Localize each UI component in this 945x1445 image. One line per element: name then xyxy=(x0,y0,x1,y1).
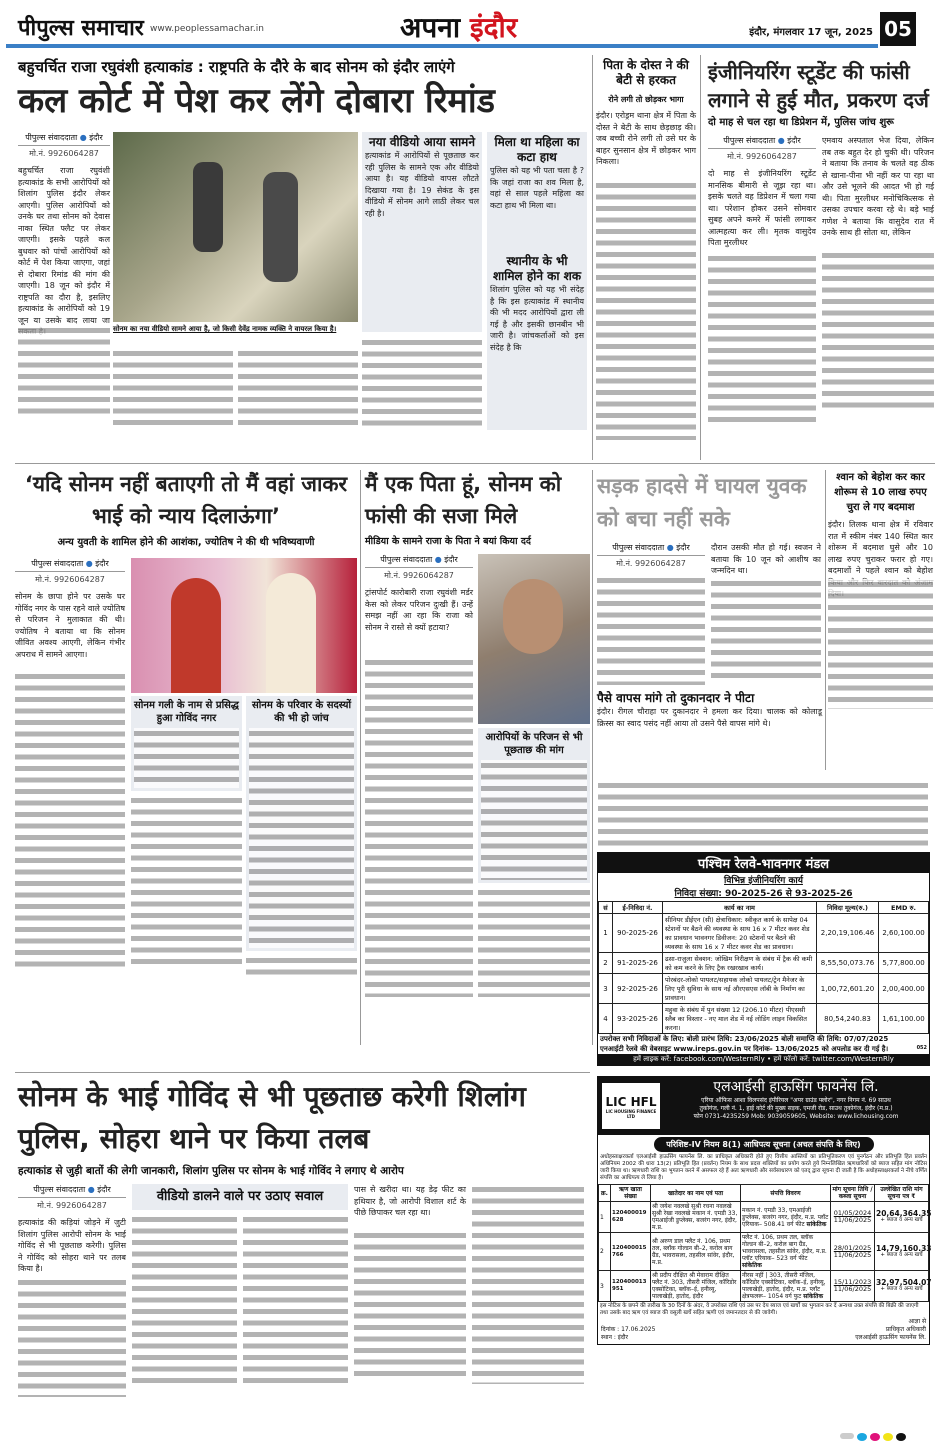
notice-row xyxy=(599,1271,929,1302)
story1-body-4 xyxy=(362,337,482,429)
notice-title: परिशिष्ट-IV नियम 8(1) आधिपत्य सूचना (अचल संपत्ति के लिए) xyxy=(654,1137,874,1152)
page-number: 05 xyxy=(880,12,916,46)
story4 xyxy=(15,468,357,975)
story7-lead: इंदौर। तिलक थाना क्षेत्र में रविवार रात में स्कीम नंबर 140 स्थित कार शोरूम में बदमाश घुसे और 10 लाख रुपए चुराकर फरार हो गए। बदमाशों ने पहले श्वान को बेहोश xyxy=(828,520,933,575)
box-text xyxy=(481,760,587,880)
story5-headline: मैं एक पिता हूं, सोनम को फांसी की सजा मिले xyxy=(365,472,562,528)
table-cell: 1 xyxy=(599,914,613,953)
row-divider xyxy=(15,463,935,464)
story6 xyxy=(597,470,822,730)
col-header: ई-निविदा नं. xyxy=(613,902,663,914)
byline: पीपुल्स संवाददाता ● इंदौर xyxy=(597,542,705,556)
story8-subhead: हत्याकांड से जुड़ी बातों की लेगी जानकारी, शिलांग पुलिस पर सोनम के भाई गोविंद ने लगाए थे आरोप xyxy=(18,1165,404,1177)
dates: 15/11/2023 11/06/2025 xyxy=(831,1271,875,1302)
table-cell: 1 xyxy=(599,1202,611,1233)
col-header: खातेदार का नाम एवं पता xyxy=(651,1185,741,1202)
column-divider xyxy=(700,55,701,460)
box-title: आरोपियों के परिजन से भी पूछताछ की मांग xyxy=(485,732,583,756)
story1-body-area xyxy=(18,132,588,432)
lic-possession-notice xyxy=(597,1076,930,1345)
notice-row xyxy=(599,1202,929,1233)
story4-box-2 xyxy=(246,696,357,951)
story6-sub-body xyxy=(598,780,928,846)
story4-subhead: अन्य युवती के शामिल होने की आशंका, ज्योतिष ने की थी भविष्यवाणी xyxy=(57,537,315,548)
box-text: पुलिस को यह भी पता चला है ? कि जहां राजा का शव मिला है, वहां से साल पहले महिला का कटा हाथ भी मिला था। xyxy=(490,166,584,210)
borrower: श्री प्रदीप दीक्षित श्री मेवाराम दीक्षित फ्लैट नं. 303, तीसरी मंजिल, कॉरिडोर एक्सोटिका, ब्लॉक–ई, हनीव्यू, पालाखेड़ी, हातोद, इंदौर xyxy=(651,1271,741,1302)
dates: 28/01/2025 11/06/2025 xyxy=(831,1233,875,1271)
story5-subhead: मीडिया के सामने राजा के पिता ने बयां किया दर्द xyxy=(365,536,531,547)
story3-body-2 xyxy=(822,250,934,410)
story7-body xyxy=(828,579,933,709)
story5-photo xyxy=(478,554,590,724)
story3-headline: इंजीनियरिंग स्टूडेंट की फांसी लगाने से हुई मौत, प्रकरण दर्ज xyxy=(708,60,929,112)
story1-lead: बहुचर्चित राजा रघुवंशी हत्याकांड के सभी आरोपियों को शिलांग पुलिस इंदौर लेकर आएगी। पुलिस आरोपियों को उनके घर तथा सोनम को देवास नाका स्थित फ्लैट पर लेकर जाएगी। इसके पहले कल बुधवार को पांचों आरोपियों को कोर्ट में पेश किया जाएगा, जहां से दोबारा रिमांड की मांग की जाएगी। 18 जून को इंदौर में राष्ट्रपति का दौरा है, इसलिए हत्याकांड के आरोपियों को 19 जून या उसके बाद लाया जा xyxy=(18,166,110,325)
table-cell: 2,60,100.00 xyxy=(879,914,929,953)
borrower: श्री जयेश नवलखे सुश्री रचना नवलखे सुश्री रेखा नवलखे मकान नं. एमडी 33, एमआईजी डुप्लेक्स, बजरंग नगर, इंदौर, म.प्र. xyxy=(651,1202,741,1233)
table-cell: ढसा-राजुला सेक्शन: जोखिम निरीक्षण के संबंध में ट्रैक की कमी को कम करने के लिए ट्रैक रखरखाव कार्य। xyxy=(663,953,817,974)
table-cell: 2,00,400.00 xyxy=(879,974,929,1004)
box-text: शिलांग पुलिस को यह भी संदेह है कि इस हत्याकांड में स्थानीय की भी मदद आरोपियों द्वारा ली गई है और इसकी छानबीन भी जारी है। जांचकर्ताओं को इस संदेह है कि xyxy=(490,285,584,352)
story1-kicker: बहुचर्चित राजा रघुवंशी हत्याकांड : राष्ट्रपति के दौरे के बाद सोनम को इंदौर लाएंगे xyxy=(18,58,455,76)
table-cell: 3 xyxy=(599,974,613,1004)
table-cell: 2,20,19,106.46 xyxy=(817,914,879,953)
registration-marks xyxy=(840,1433,906,1441)
byline-mobile: मो.नं. 9926064287 xyxy=(35,575,105,584)
tender-row xyxy=(599,914,929,953)
table-cell: 2 xyxy=(599,953,613,974)
story3-body xyxy=(708,253,816,423)
column-divider xyxy=(592,470,593,1045)
story3-subhead: दो माह से चल रहा था डिप्रेशन में, पुलिस जांच शुरू xyxy=(708,117,894,128)
byline-mobile: मो.नं. 9926064287 xyxy=(29,149,99,158)
table-cell: 8,55,50,073.76 xyxy=(817,953,879,974)
box-title: नया वीडियो आया सामने xyxy=(368,135,476,149)
story1-body xyxy=(18,325,110,420)
byline-mobile: मो.नं. 9926064287 xyxy=(616,559,686,568)
byline: पीपुल्स संवाददाता ● इंदौर xyxy=(365,554,473,568)
story5-body-2 xyxy=(478,887,590,997)
story3-col2: एमवाय अस्पताल भेज दिया, लेकिन तब तक बहुत देर हो चुकी थी। परिजन ने बताया कि तनाव के चलते वह ठीक से खाना-पीना भी नहीं कर पा रहा था और उसे भूलने की आदत भी हो गई थी। पिता मुरलीधर मनोचिकित्सक से उसका उपचार करवा रहे थे। बड़े भाई गणेश ने बताया कि वासुदेव रात में उनके साथ ही सोता था, लेकिन xyxy=(822,136,934,237)
row-divider xyxy=(15,1072,590,1073)
story2-lead: इंदौर। एरोड्रम थाना क्षेत्र में पिता के दोस्त ने बेटी के साथ छेड़छाड़ की। जब बच्ची रोने लगी तो उसे घर के बाहर सुनसान क्षेत्र में छोड़कर भाग निकला। xyxy=(596,111,696,166)
story5-lead: ट्रांसपोर्ट कारोबारी राजा रघुवंशी मर्डर केस को लेकर परिजन दुःखी हैं। उन्हें समझ नहीं आ रहा कि राजा को सोनम ने रास्ते से क्यों हटाया? xyxy=(365,588,473,632)
story6-headline: सड़क हादसे में घायल युवक को बचा नहीं सके xyxy=(597,474,807,531)
story6-sub-lead: इंदौर। रीगल चौराहा पर दुकानदार ने हमला कर दिया। चालक को कोलाडू क्रिस्स का स्वाद पसंद नहीं आया तो उसने पैसे वापस मांगे थे। xyxy=(597,707,822,728)
byline: पीपुल्स संवाददाता ● इंदौर xyxy=(18,1184,126,1198)
story8-body-3 xyxy=(243,1214,348,1384)
story1-photo xyxy=(113,132,358,322)
story7-headline: श्वान को बेहोश कर कार शोरूम से 10 लाख रुपए चुरा ले गए बदमाश xyxy=(834,472,927,513)
table-cell: 80,54,240.83 xyxy=(817,1004,879,1034)
website-url: www.peoplessamachar.in xyxy=(150,24,264,34)
table-cell: 92-2025-26 xyxy=(613,974,663,1004)
story4-box-1 xyxy=(131,696,242,791)
amount: 14,79,160.33 + ब्याज व अन्य खर्चे xyxy=(875,1233,929,1271)
account-number: 120400019628 xyxy=(611,1202,651,1233)
byline-mobile: मो.नं. 9926064287 xyxy=(727,152,797,161)
story5 xyxy=(365,468,590,997)
story8-body-5 xyxy=(472,1184,584,1384)
box-title: सोनम गली के नाम से प्रसिद्ध हुआ गोविंद नगर xyxy=(134,700,239,724)
story3-lead: दो माह से इंजीनियरिंग स्टूडेंट मानसिक बीमारी से जूझ रहा था। इसके चलते वह डिप्रेशन में चला गया था। परेशान होकर उसने सोमवार सुबह अपने कमरे में फांसी लगाकर आत्महत्या कर ली। मृतक वासुदेव पिता मुरलीधर xyxy=(708,169,816,247)
story5-box xyxy=(478,728,590,883)
story8-box xyxy=(132,1184,348,1210)
col-header: EMD रु. xyxy=(879,902,929,914)
table-cell: 5,77,800.00 xyxy=(879,953,929,974)
story6-lead: दौरान उसकी मौत हो गई। स्वजन ने बताया कि 10 जून को आशीष का जन्मदिन था। xyxy=(711,543,821,575)
ad-footer-dates: उपरोक्त सभी निविदाओं के लिए: बोली प्रारंभ तिथि: 23/06/2025 बोली समाप्ति की तिथि: 07/07/2025 xyxy=(600,1035,889,1043)
borrower: श्री अरुण डाल फ्लैट नं. 106, प्रथम तल, ब्लॉक गोल्डन बी–2, करोल बाग ग्रैंड, भावरासला, तहसील सांवेर, इंदौर, म.प्र. xyxy=(651,1233,741,1271)
lic-title: एलआईसी हाऊसिंग फायनेंस लि. xyxy=(713,1079,879,1095)
story1-box-sidebar xyxy=(487,132,587,430)
box-title: वीडियो डालने वाले पर उठाए सवाल xyxy=(156,1189,324,1204)
story6-subhead: पैसे वापस मांगे तो दुकानदार ने पीटा xyxy=(597,691,755,705)
story8-body-2 xyxy=(132,1214,237,1384)
table-cell: 90-2025-26 xyxy=(613,914,663,953)
story2-body xyxy=(596,180,696,440)
col-header: संपत्ति विवरण xyxy=(741,1185,831,1202)
story4-photo xyxy=(131,558,357,693)
table-cell: सीनियर डीईएन (सी) क्षेत्राधिकार: स्वीकृत कार्य के सापेक्ष 04 स्टेशनों पर बैठने की व्यवस्था के साथ 16 x 7 मीटर कवर शेड का प्रावधान भावनगर डिवीजन: 20 स्टेशनों पर बैठने की व्यवस्था के साथ 16 x 7 मीटर कवर शेड का प्रावधान। xyxy=(663,914,817,953)
amount: 32,97,504.07 + ब्याज व अन्य खर्चे xyxy=(875,1271,929,1302)
ad-footer-website: एनआईटी रेलवे की वेबसाइट www.ireps.gov.in पर दिनांक- 13/06/2025 को अपलोड कर दी गई है। 052 xyxy=(600,1045,927,1053)
story8 xyxy=(18,1076,590,1397)
ad-subtitle: विभिन्न इंजीनियरिंग कार्य xyxy=(724,876,803,886)
table-cell: महुवा के संबंध में पुन संख्या 12 (206.10 मीटर) पीएससी स्लैब का विस्तार - नए माल शेड में नई लोडिंग लाइन विकसित करना। xyxy=(663,1004,817,1034)
story8-lead: हत्याकांड की कड़ियां जोड़ने में जुटी शिलांग पुलिस आरोपी सोनम के भाई गोविंद से भी पूछताछ करेगी। पुलिस ने गोविंद को सोहरा थाने पर तलब किया है। xyxy=(18,1218,126,1273)
property: नीरस नहीं | 303, तीसरी मंजिल, कॉरिडोर एक्सोटिका, ब्लॉक–ई, हनीव्यू, पालाखेड़ी, हातोद, इंदौर, म.प्र. प्लॉट क्षेत्रफलरू– 1054 वर्ग फुट सांकेतिक xyxy=(741,1271,831,1302)
notice-date-place: दिनांक : 17.06.2025 स्थान : इंदौर xyxy=(601,1326,656,1341)
property: फ्लैट नं. 106, प्रथम तल, ब्लॉक गोल्डन बी–2, करोल बाग ग्रैंड, भावरासला, तहसील सांवेर, इंदौर, म.प्र. प्लॉट एरियाक– 523 वर्ग फीट सांकेतिक xyxy=(741,1233,831,1271)
box-text: हत्याकांड में आरोपियों से पूछताछ कर रही पुलिस के सामने एक और वीडियो आया है। यह वीडियो वापस लौटते दिखाया गया है। 19 सेकंड के इस वीडियो में सोनम आगे लाठी लेकर चल रही है। xyxy=(365,151,479,218)
story5-body xyxy=(365,657,473,997)
col-header: सं xyxy=(599,902,613,914)
lic-logo: LIC HFL LIC HOUSING FINANCE LTD xyxy=(602,1083,660,1129)
tender-row xyxy=(599,974,929,1004)
tender-row xyxy=(599,953,929,974)
account-number: 120400013951 xyxy=(611,1271,651,1302)
story4-body xyxy=(15,671,125,971)
amount: 20,64,364.35 + ब्याज व अन्य खर्चे xyxy=(875,1202,929,1233)
ad-title: पश्चिम रेलवे-भावनगर मंडल xyxy=(598,853,929,873)
box-title: मिला था महिला का कटा हाथ xyxy=(494,135,580,164)
notice-footer: इस नोटिस के छपने की तारीख के 30 दिनों के अंदर, वे उपरोक्त राशि एवं उस पर देय ब्याज एवं खर्चों का भुगतान कर दें अन्यथा उक्त संपत्ति की बिक्री की जाएगी तथा उसके बाद ऋण एवं ब्याज की वसूली खर्चे सहित ऋणी एवं जमानतदार से की जावेगी। xyxy=(600,1303,919,1316)
lic-header xyxy=(598,1077,929,1135)
tender-table xyxy=(598,901,929,1034)
dates: 01/05/2024 11/06/2025 xyxy=(831,1202,875,1233)
table-cell: 91-2025-26 xyxy=(613,953,663,974)
story7 xyxy=(828,470,933,709)
story4-body-3 xyxy=(246,955,357,975)
story6-body-2 xyxy=(711,578,821,678)
story4-body-2 xyxy=(131,795,242,965)
story2 xyxy=(596,58,696,440)
story1-body-2 xyxy=(113,348,233,430)
col-header: उल्लेखित राशि मांग सूचना पत्र ₹ xyxy=(875,1185,929,1202)
table-cell: 1,00,72,601.20 xyxy=(817,974,879,1004)
property: मकान नं. एमडी 33, एमआईजी डुप्लेक्स, बजरंग नगर, इंदौर, म.प्र. प्लॉट एरियाक– 508.41 वर्ग फीट सांकेतिक xyxy=(741,1202,831,1233)
story8-headline: सोनम के भाई गोविंद से भी पूछताछ करेगी शिलांग पुलिस, सोहरा थाने पर किया तलब xyxy=(18,1080,526,1155)
notice-row xyxy=(599,1233,929,1271)
byline-mobile: मो.नं. 9926064287 xyxy=(37,1201,107,1210)
col-header: क्र. xyxy=(599,1185,611,1202)
story2-headline: पिता के दोस्त ने की बेटी से हरकत xyxy=(603,58,689,87)
tender-number: निविदा संख्या: 90-2025-26 से 93-2025-26 xyxy=(674,889,853,899)
column-divider xyxy=(360,470,361,1045)
table-cell: पोरबंदर-लोको पायलट/सहायक लोको पायलट/ट्रेन मैनेजर के लिए पूरी सुविधा के साथ नई औरएसएस लॉबी के निर्माण का प्रावधान। xyxy=(663,974,817,1004)
column-divider xyxy=(592,55,593,460)
story1-box-new-video xyxy=(362,132,482,332)
col-header: निविदा मूल्य(रु.) xyxy=(817,902,879,914)
ad-social: हमें लाइक करें: facebook.com/WesternRly • हमें फॉलो करें: twitter.com/WesternRly xyxy=(598,1054,929,1065)
table-cell: 1,61,100.00 xyxy=(879,1004,929,1034)
story2-subhead: रोने लगी तो छोड़कर भागा xyxy=(608,95,684,104)
byline: पीपुल्स संवाददाता ● इंदौर xyxy=(708,135,816,149)
railway-tender-ad xyxy=(597,852,930,1066)
story6-body xyxy=(597,575,705,685)
notice-intro: अधोहस्ताक्षरकर्ता एलआईसी हाऊसिंग फायनेंस लि. का प्राधिकृत अधिकारी होते हुए वित्तीय आस्तियों का प्रतिभूतिकरण एवं पुनर्गठन और प्रतिभूति हित प्रवर्तन अधिनियम 2002 की धारा 13(2) प्रतिभूति हित (प्रवर्तन) नियम के साथ प्रदत्त शक्तियों का प्रयोग करते हुये निम्नलिखित ऋणधारियों को ब्याज सहित मांग नोटिस जारी किया था। ऋणधारी राशि का भुगतान करने में असफल रहे हैं अतः ऋणधारी और सर्वसाधारण को एतद् द्वारा सूचना दी जाती है कि अधोहस्ताक्षरकर्ता ने नीचे वर्णित संपत्ति का आधिपत्य ले लिया है। xyxy=(600,1154,927,1181)
box-title: स्थानीय के भी शामिल होने का शक xyxy=(492,254,582,283)
col-header: मांग सूचना तिथि / कब्जा सूचना xyxy=(832,1186,873,1200)
box-text xyxy=(249,728,354,948)
story8-col3: पास से खरीदा था। यह डेढ़ फीट का हथियार है, जो आरोपी विशाल शर्ट के पीछे छिपाकर चल रहा था। xyxy=(354,1185,466,1217)
table-cell: 3 xyxy=(599,1271,611,1302)
box-text xyxy=(134,728,239,788)
story1-caption: सोनम का नया वीडियो सामने आया है, जो किसी देवेंद्र नामक व्यक्ति ने वायरल किया है। xyxy=(113,325,337,333)
col-header: ऋण खाता संख्या xyxy=(611,1185,651,1202)
newspaper-logo: पीपुल्स समाचार xyxy=(18,16,144,41)
edition-date: इंदौर, मंगलवार 17 जून, 2025 xyxy=(749,27,873,38)
table-cell: 2 xyxy=(599,1233,611,1271)
section-title: अपना इंदौर xyxy=(400,11,518,44)
byline: पीपुल्स संवाददाता ● इंदौर xyxy=(18,132,110,146)
col-header: कार्य का नाम xyxy=(663,902,817,914)
story8-body-4 xyxy=(354,1230,466,1380)
byline: पीपुल्स संवाददाता ● इंदौर xyxy=(15,558,125,572)
lic-address: एरिया ऑफिस आशा विलपसंद इंपीरियल "अपर ग्राउंड फ्लोर", नगर निगम नं. 69 साउथ तुकोगंज, गली नं. 1, हाई कोर्ट की मुख्य सड़क, एमजी रोड, साउथ तुकोगंज, इंदौर (म.प्र.) फोन 0731-4235259 Mob: 9039059605, Website: www.lichousing.com xyxy=(693,1097,899,1120)
table-cell: 4 xyxy=(599,1004,613,1034)
story3 xyxy=(708,58,936,423)
story1 xyxy=(18,56,588,432)
notice-bottom xyxy=(598,1318,929,1344)
story1-body-3 xyxy=(238,348,358,430)
column-divider xyxy=(825,470,826,770)
story8-body xyxy=(18,1277,126,1397)
story4-lead: सोनम के छापा होने पर उसके घर गोविंद नगर के पास रहने वाले ज्योतिष से परिजन ने मुलाकात की थी। ज्योतिष ने बताया था कि सोनम जीवित अवश्य आएगी, लेकिन गंभीर अपराध में सामने आएगा। xyxy=(15,592,125,659)
account-number: 120400015766 xyxy=(611,1233,651,1271)
table-cell: 93-2025-26 xyxy=(613,1004,663,1034)
byline-mobile: मो.नं. 9926064287 xyxy=(384,571,454,580)
tender-row xyxy=(599,1004,929,1034)
story4-headline: ‘यदि सोनम नहीं बताएगी तो मैं वहां जाकर भाई को न्याय दिलाऊंगा’ xyxy=(24,472,348,528)
lic-table xyxy=(598,1184,932,1302)
masthead-rule xyxy=(6,44,878,48)
story1-headline: कल कोर्ट में पेश कर लेंगे दोबारा रिमांड xyxy=(18,81,495,121)
box-title: सोनम के परिवार के सदस्यों की भी हो जांच xyxy=(251,700,352,724)
notice-signature: आज्ञा से प्राधिकृत अधिकारी एलआईसी हाऊसिंग फायनेंस लि. xyxy=(855,1318,926,1341)
